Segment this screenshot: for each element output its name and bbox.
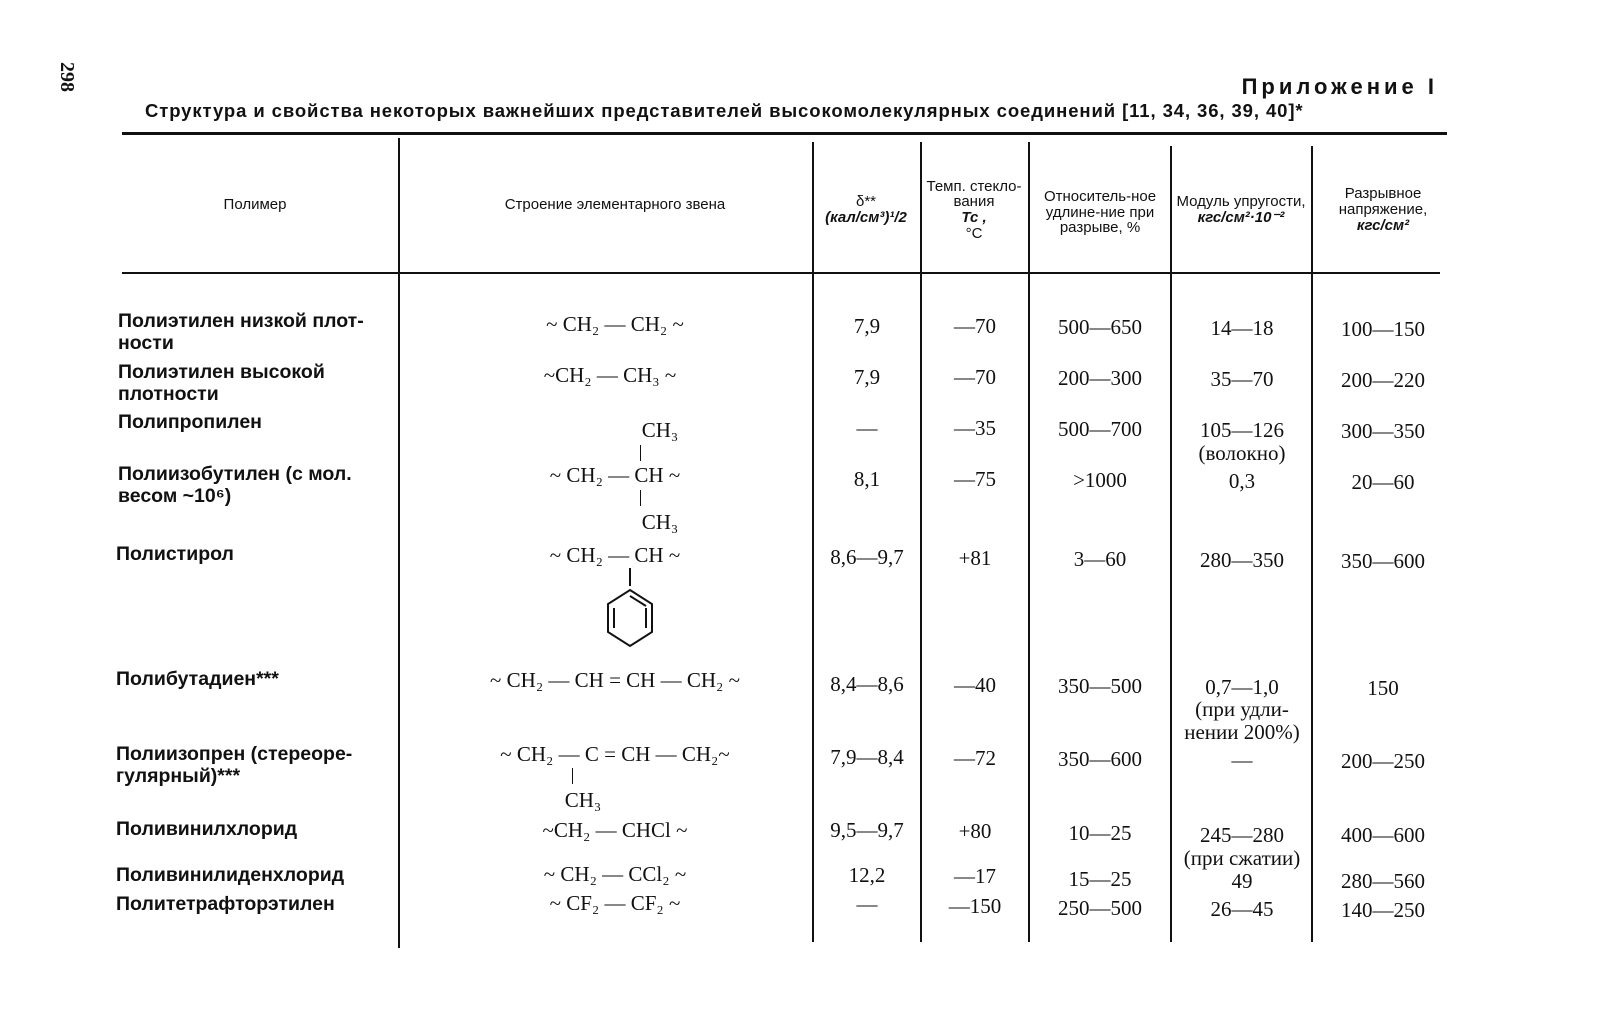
polymer-name: Полибутадиен***	[116, 668, 279, 690]
tg-value: +80	[958, 819, 992, 843]
elongation-value: >1000	[1073, 468, 1127, 492]
header-delta-unit: (кал/см³)¹/2	[825, 209, 907, 226]
delta-value: —	[856, 892, 878, 916]
tg-value: —75	[954, 467, 996, 491]
formula-side-group: CH₃	[641, 510, 679, 534]
header-rule	[122, 272, 1440, 274]
delta-value: 7,9	[853, 314, 881, 338]
bond-line	[640, 490, 641, 506]
formula: ~ CH₂ — CH ~	[549, 543, 681, 567]
stress-value: 20—60	[1351, 470, 1415, 494]
polymer-name: Полиизопрен (стереоре-гулярный)***	[116, 743, 353, 788]
formula: ~ CH₂ — CH = CH — CH₂ ~	[490, 668, 740, 692]
stress-value: 100—150	[1341, 317, 1425, 341]
stress-value: 140—250	[1341, 898, 1425, 922]
delta-value: 8,1	[853, 467, 881, 491]
header-polymer	[150, 180, 360, 230]
delta-value: 12,2	[848, 863, 886, 887]
stress-value: 150	[1367, 676, 1399, 700]
modulus-value: 49	[1231, 869, 1253, 893]
formula: ~ CH₂ — CH ~	[549, 463, 681, 487]
stress-value: 350—600	[1341, 549, 1425, 573]
header-tg-unit: °C	[965, 224, 983, 242]
modulus-value: 0,3	[1228, 469, 1256, 493]
polymer-name: Полиэтилен низкой плот-ности	[118, 310, 364, 355]
tg-value: —70	[954, 365, 996, 389]
header-tg	[922, 160, 1026, 260]
modulus-value: 245—280	[1200, 823, 1284, 847]
table-title: Структура и свойства некоторых важнейших представителей высокомолекулярных соединений [11, 34, 36, 39, 40]*	[145, 100, 1304, 121]
header-delta	[812, 180, 920, 240]
tg-value: —70	[954, 314, 996, 338]
delta-value: 8,6—9,7	[830, 545, 904, 569]
bond-line	[572, 768, 573, 784]
col-divider	[398, 138, 400, 948]
modulus-value: 280—350	[1200, 548, 1284, 572]
tg-value: —40	[954, 673, 996, 697]
modulus-note: (при сжатии)	[1183, 846, 1301, 870]
header-modulus	[1172, 180, 1310, 240]
polymer-name: Политетрафторэтилен	[116, 893, 335, 915]
header-structure	[420, 180, 810, 230]
modulus-value: —	[1231, 748, 1253, 772]
formula: ~CH₂ — CHCl ~	[542, 818, 688, 842]
header-stress-unit: кгс/см²	[1356, 216, 1410, 234]
header-tg-symbol: Tc ,	[961, 209, 987, 226]
modulus-value: 0,7—1,0	[1205, 675, 1279, 699]
tg-value: —150	[948, 894, 1002, 918]
modulus-value: 105—126	[1200, 418, 1284, 442]
polymer-name: Поливинилхлорид	[116, 818, 298, 840]
stress-value: 400—600	[1341, 823, 1425, 847]
header-delta-symbol: δ**	[855, 193, 877, 211]
header-modulus-unit: кгс/см²·10⁻²	[1197, 209, 1285, 226]
elongation-value: 250—500	[1058, 896, 1142, 920]
delta-value: 7,9—8,4	[830, 745, 904, 769]
formula: ~ CF₂ — CF₂ ~	[549, 891, 681, 915]
header-elongation	[1032, 165, 1168, 260]
header-stress-label: Разрывное напряжение,	[1338, 185, 1428, 219]
elongation-value: 500—650	[1058, 315, 1142, 339]
page-number: 298	[56, 62, 78, 92]
top-rule	[122, 132, 1447, 135]
formula: ~ CH₂ — CCl₂ ~	[543, 862, 687, 886]
appendix-label: Приложение I	[1241, 74, 1438, 99]
bond-line	[640, 445, 641, 461]
stress-value: 200—250	[1341, 749, 1425, 773]
tg-value: +81	[958, 546, 992, 570]
header-polymer-label: Полимер	[223, 196, 287, 214]
polymer-name: Полиэтилен высокой плотности	[118, 361, 325, 406]
modulus-value: 26—45	[1210, 897, 1274, 921]
tg-value: —35	[954, 416, 996, 440]
delta-value: 9,5—9,7	[830, 818, 904, 842]
delta-value: 7,9	[853, 365, 881, 389]
stress-value: 280—560	[1341, 869, 1425, 893]
formula: ~ CH₂ — C = CH — CH₂~	[500, 742, 730, 766]
header-structure-label: Строение элементарного звена	[504, 196, 726, 214]
elongation-value: 200—300	[1058, 366, 1142, 390]
elongation-value: 350—600	[1058, 747, 1142, 771]
modulus-note-text: (при удли-нении 200%)	[1184, 697, 1300, 745]
header-elongation-label: Относитель-ное удлине-ние при разрыве, %	[1043, 187, 1157, 237]
stress-value: 200—220	[1341, 368, 1425, 392]
formula: ~CH₂ — CH₃ ~	[543, 363, 677, 387]
modulus-value: 35—70	[1210, 367, 1274, 391]
elongation-value: 10—25	[1068, 821, 1132, 845]
polymer-name: Полиизобутилен (с мол. весом ~10⁶)	[118, 463, 352, 508]
header-stress	[1313, 180, 1453, 240]
formula-top-group: CH₃	[641, 418, 679, 442]
delta-value: —	[856, 416, 878, 440]
modulus-note: (волокно)	[1198, 441, 1286, 465]
elongation-value: 15—25	[1068, 867, 1132, 891]
polymer-name: Поливинилиденхлорид	[116, 864, 345, 886]
elongation-value: 3—60	[1073, 547, 1127, 571]
header-tg-label: Темп. стекло-вания	[926, 177, 1022, 211]
formula-side-group: CH₃	[564, 788, 602, 812]
elongation-value: 350—500	[1058, 674, 1142, 698]
polymer-name: Полистирол	[116, 543, 234, 565]
benzene-ring-icon	[600, 568, 660, 663]
tg-value: —72	[954, 746, 996, 770]
formula: ~ CH₂ — CH₂ ~	[546, 312, 684, 336]
modulus-note	[1172, 698, 1312, 744]
delta-value: 8,4—8,6	[830, 672, 904, 696]
header-modulus-label: Модуль упругости,	[1176, 193, 1306, 211]
tg-value: —17	[954, 864, 996, 888]
elongation-value: 500—700	[1058, 417, 1142, 441]
stress-value: 300—350	[1341, 419, 1425, 443]
polymer-name: Полипропилен	[118, 411, 262, 433]
modulus-value: 14—18	[1210, 316, 1274, 340]
